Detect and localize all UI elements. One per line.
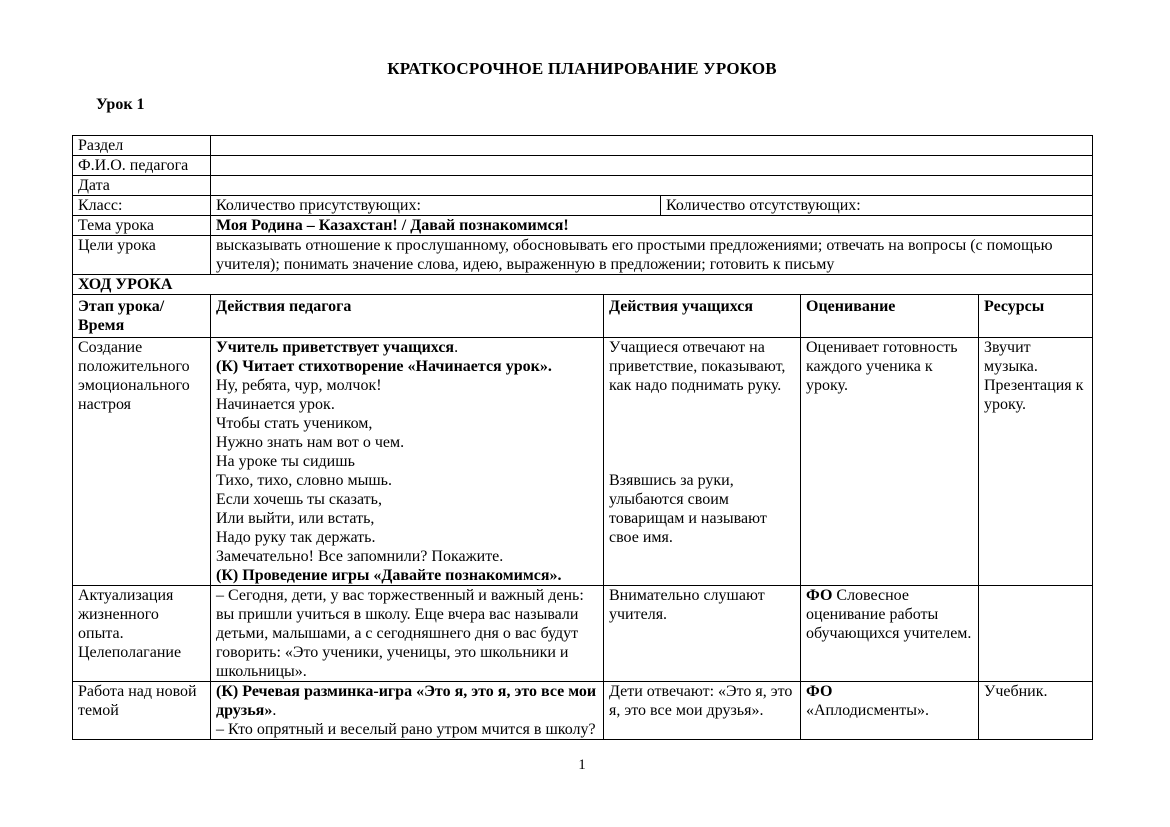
assessment-cell: ФО Словесное оценивание работы обучающихся учителем. [801,586,979,682]
lesson-plan-table [72,135,1093,740]
celi-value-cell: высказывать отношение к прослушанному, обосновывать его простыми предложениями; отвечать на вопросы (с помощью учителя); понимать значение слова, идею, выраженную в предложении; готовить к письму [211,236,1093,275]
header-assessment-cell: Оценивание [801,295,979,338]
tema-value-cell: Моя Родина – Казахстан! / Давай познакомимся! [211,216,1093,236]
data-label-cell: Дата [73,176,211,196]
section-row-hod-uroka [73,275,1093,295]
info-row-celi [73,236,1093,275]
celi-label-cell: Цели урока [73,236,211,275]
header-stage-cell: Этап урока/Время [73,295,211,338]
razdel-label-cell: Раздел [73,136,211,156]
data-value-cell [211,176,1093,196]
absent-count-cell: Количество отсутствующих: [661,196,1093,216]
lesson-row-3 [73,682,1093,740]
razdel-value-cell [211,136,1093,156]
student-actions-cell: Учащиеся отвечают на приветствие, показывают, как надо поднимать руку. Взявшись за руки, улыбаются своим товарищам и называют свое имя. [604,338,801,586]
student-actions-cell: Дети отвечают: «Это я, это я, это все мои друзья». [604,682,801,740]
document-title: КРАТКОСРОЧНОЕ ПЛАНИРОВАНИЕ УРОКОВ [387,59,777,78]
teacher-actions-cell: – Сегодня, дети, у вас торжественный и важный день: вы пришли учиться в школу. Еще вчера вас называли детьми, малышами, а с сегодняшнего дня о вас будут говорить: «Это ученики, ученицы, это школьники и школьницы». [211,586,604,682]
tema-label-cell: Тема урока [73,216,211,236]
info-row-data [73,176,1093,196]
stage-cell: Создание положительного эмоционального настроя [73,338,211,586]
info-row-razdel [73,136,1093,156]
info-row-fio [73,156,1093,176]
assessment-cell: ФО «Аплодисменты». [801,682,979,740]
info-row-klass [73,196,1093,216]
hod-uroka-cell: ХОД УРОКА [73,275,1093,295]
info-row-tema [73,216,1093,236]
resources-cell: Звучит музыка. Презентация к уроку. [979,338,1093,586]
fio-value-cell [211,156,1093,176]
student-actions-cell: Внимательно слушают учителя. [604,586,801,682]
lesson-table-header-row [73,295,1093,338]
fio-label-cell: Ф.И.О. педагога [73,156,211,176]
header-resources-cell: Ресурсы [979,295,1093,338]
lesson-row-1 [73,338,1093,586]
klass-label-cell: Класс: [73,196,211,216]
teacher-actions-cell: (К) Речевая разминка-игра «Это я, это я, это все мои друзья». – Кто опрятный и веселый рано утром мчится в школу? [211,682,604,740]
header-students-cell: Действия учащихся [604,295,801,338]
present-count-cell: Количество присутствующих: [211,196,661,216]
stage-cell: Актуализация жизненного опыта. Целеполагание [73,586,211,682]
header-teacher-cell: Действия педагога [211,295,604,338]
page-number: 1 [578,757,586,773]
resources-cell [979,586,1093,682]
lesson-row-2 [73,586,1093,682]
assessment-cell: Оценивает готовность каждого ученика к уроку. [801,338,979,586]
stage-cell: Работа над новой темой [73,682,211,740]
teacher-actions-cell: Учитель приветствует учащихся. (К) Читает стихотворение «Начинается урок». Ну, ребята, чур, молчок! Начинается урок. Чтобы стать учеником, Нужно знать нам вот о чем. На уроке ты сидишь Тихо, тихо, словно мышь. Если хочешь ты сказать, Или выйти, или встать, Надо руку так держать. Замечательно! Все запомнили? Покажите. (К) Проведение игры «Давайте познакомимся». [211,338,604,586]
resources-cell: Учебник. [979,682,1093,740]
lesson-heading: Урок 1 [96,96,145,113]
